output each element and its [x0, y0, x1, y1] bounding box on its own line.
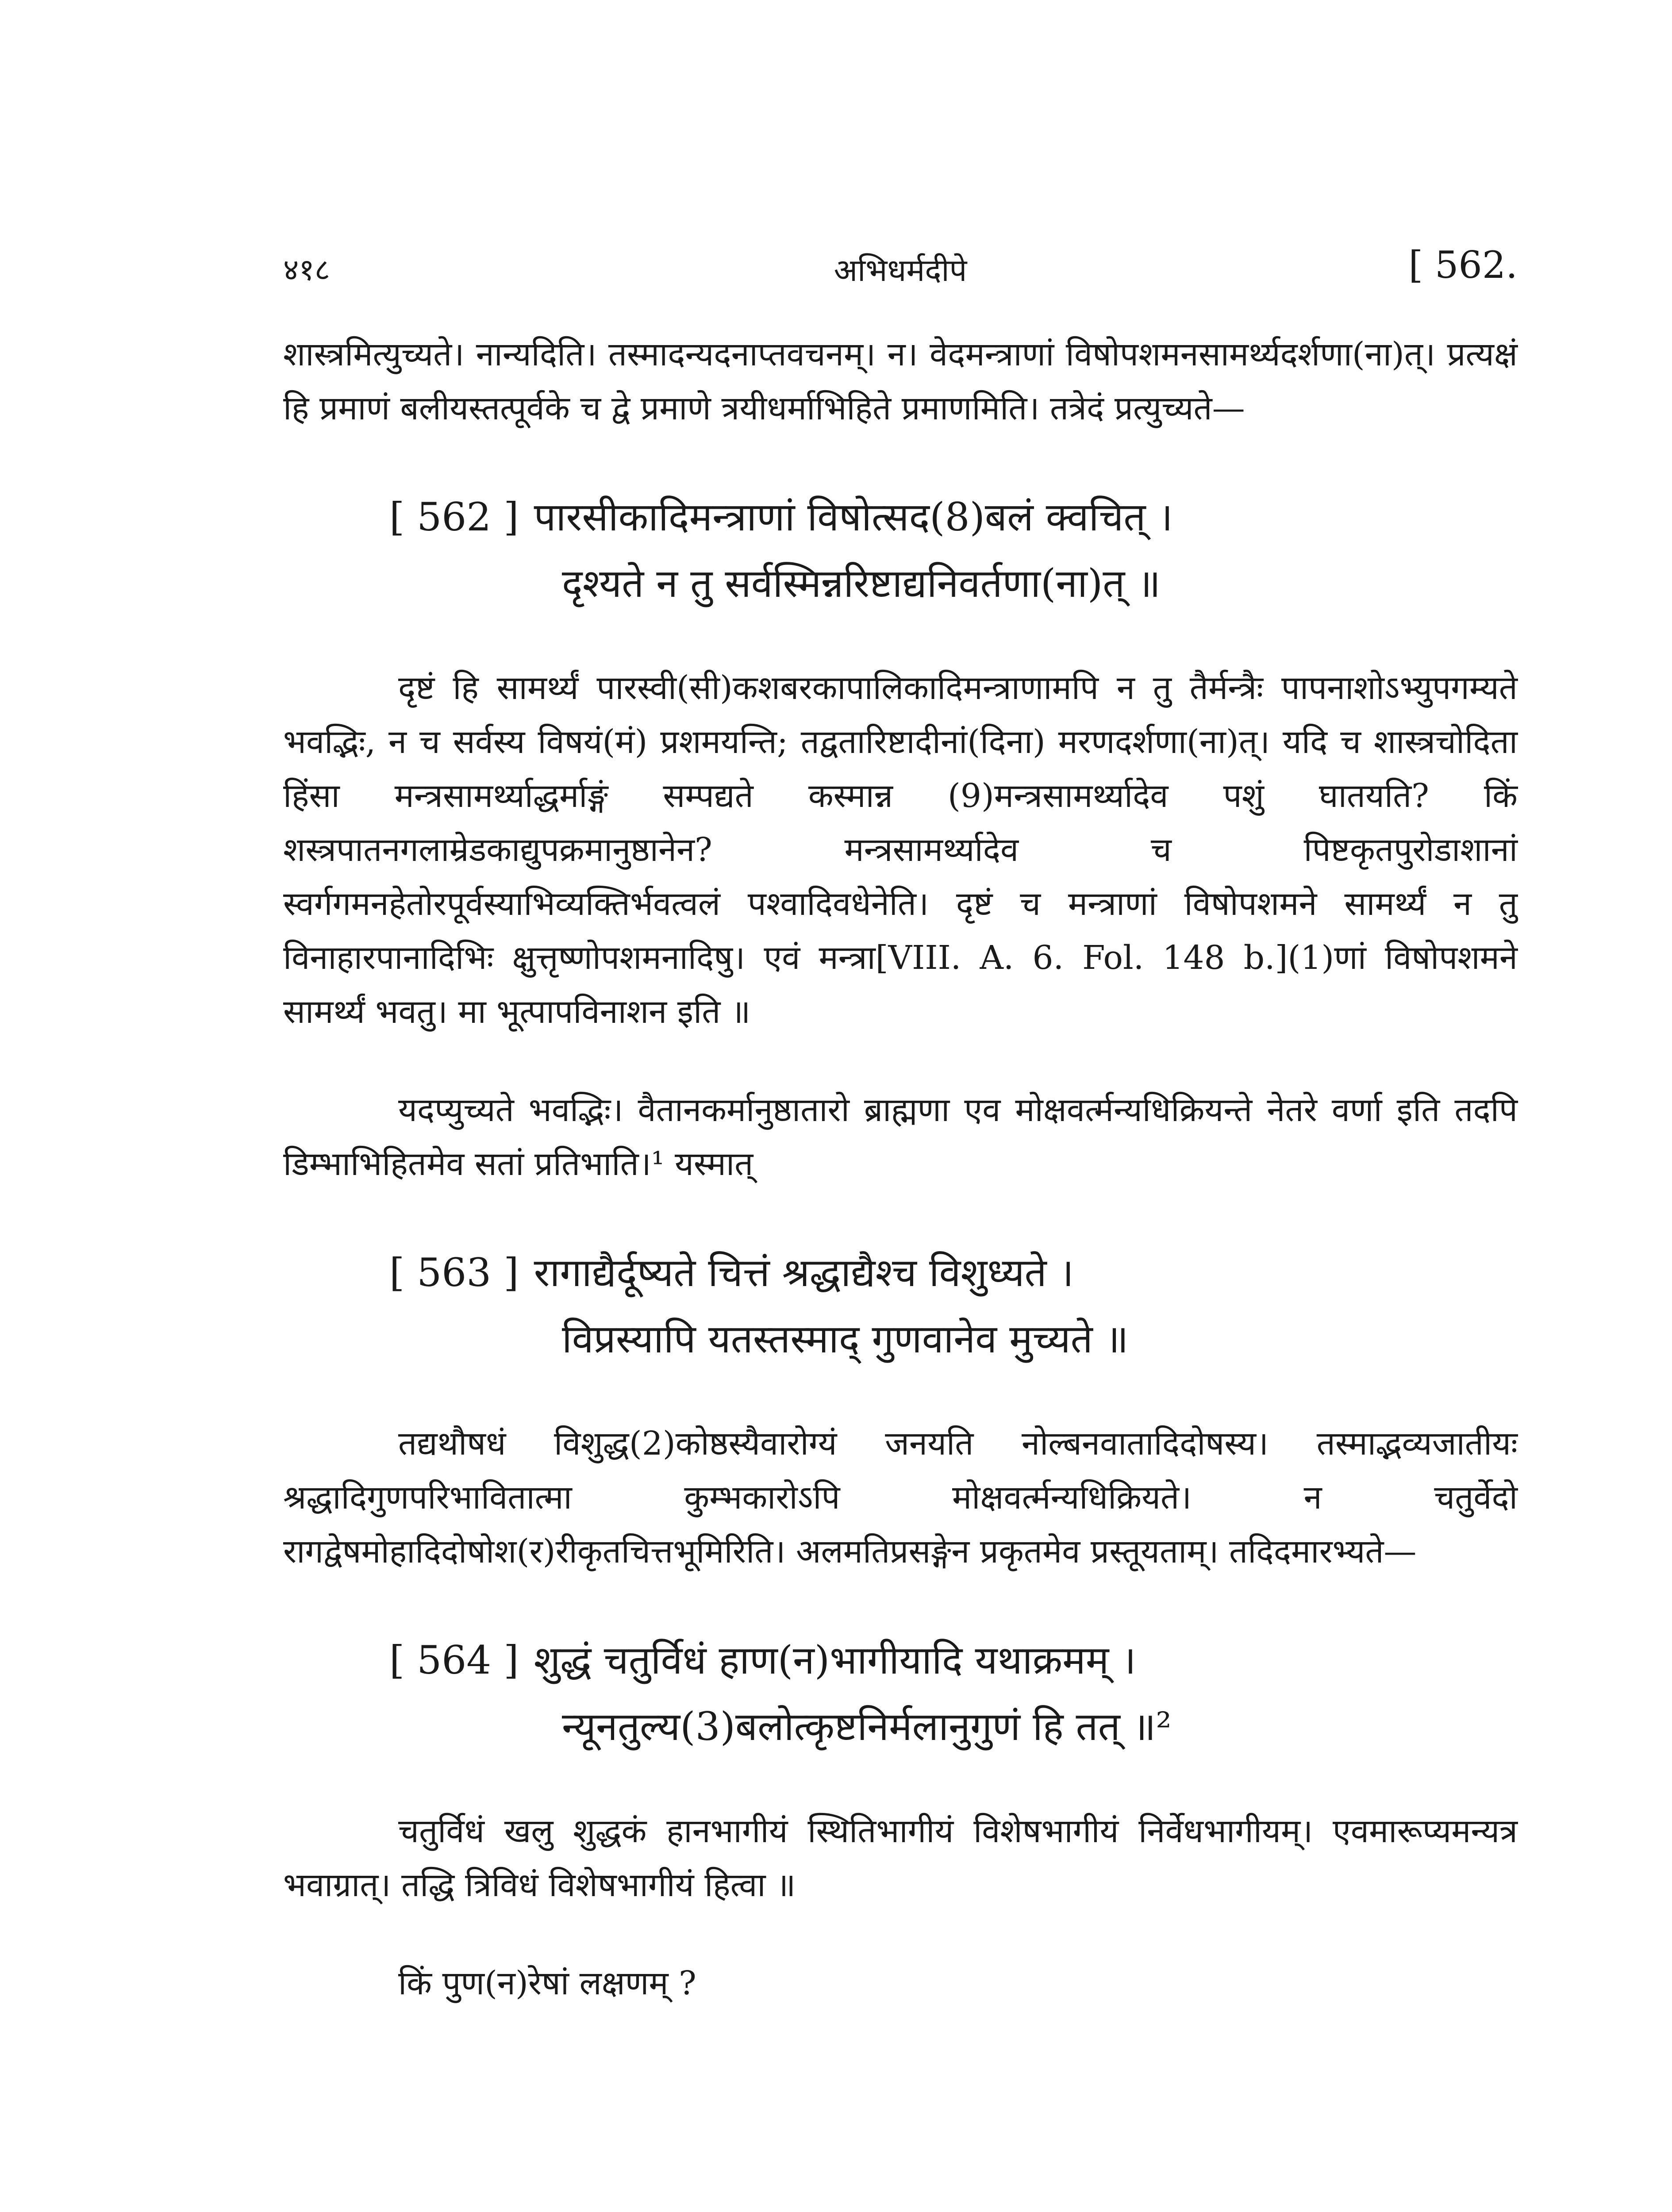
paragraph-1: शास्त्रमित्युच्यते। नान्यदिति। तस्मादन्यदनाप्तवचनम्। न। वेदमन्त्राणां विषोपशमनसामर्थ्यदर्शणा(ना)त्। प्रत्यक्षं हि प्रमाणं बलीयस्तत्पूर्वके च द्वे प्रमाणे त्रयीधर्माभिहिते प्रमाणमिति। तत्रेदं प्रत्युच्यते— — [283, 335, 1518, 427]
verse-564 — [283, 1627, 1518, 1760]
verse-564-text-1: शुद्धं चतुर्विधं हाण(न)भागीयादि यथाक्रमम् । — [534, 1637, 1136, 1683]
paragraph-5: चतुर्विधं खलु शुद्धकं हानभागीयं स्थितिभागीयं विशेषभागीयं निर्वेधभागीयम्। एवमारूप्यमन्यत्र भवाग्रात्। तद्धि त्रिविधं विशेषभागीयं हित्वा ॥ — [283, 1812, 1518, 1904]
paragraph-2: दृष्टं हि सामर्थ्यं पारस्वी(सी)कशबरकापालिकादिमन्त्राणामपि न तु तैर्मन्त्रैः पापनाशोऽभ्युपगम्यते भवद्भिः, न च सर्वस्य विषयं(मं) प्रशमयन्ति; तद्वतारिष्टादीनां(दिना) मरणदर्शणा(ना)त्। यदि च शास्त्रचोदिता हिंसा मन्त्रसामर्थ्याद्धर्माङ्गं सम्पद्यते कस्मान्न (9)मन्त्रसामर्थ्यादेव पशुं घातयति? किं शस्त्रपातनगलाम्रेडकाद्युपक्रमानुष्ठानेन? मन्त्रसामर्थ्यादेव च पिष्टकृतपुरोडाशानां स्वर्गगमनहेतोरपूर्वस्याभिव्यक्तिर्भवत्वलं पश्वादिवधेनेति। दृष्टं च मन्त्राणां विषोपशमने सामर्थ्यं न तु विनाहारपानादिभिः क्षुत्तृष्णोपशमनादिषु। एवं मन्त्रा[VIII. A. 6. Fol. 148 b.](1)णां विषोपशमने सामर्थ्यं भवतु। मा भूत्पापविनाशन इति ॥ — [283, 669, 1518, 1031]
page-number: ४१८ — [283, 253, 331, 288]
verse-563 — [283, 1240, 1518, 1372]
verse-564-line-1 — [283, 1627, 1518, 1694]
verse-563-line-1 — [283, 1240, 1518, 1306]
verse-562-line-1 — [283, 484, 1518, 550]
verse-562-number: [ 562 ] — [389, 494, 519, 540]
running-title: अभिधर्मदीपे — [834, 252, 967, 288]
page-header — [283, 243, 1518, 310]
verse-563-line-2: विप्रस्यापि यतस्तस्माद् गुणवानेव मुच्यते ॥ — [562, 1316, 1129, 1362]
paragraph-4: तद्यथौषधं विशुद्ध(2)कोष्ठस्यैवारोग्यं जनयति नोल्बनवातादिदोषस्य। तस्माद्भव्यजातीयः श्रद्धादिगुणपरिभावितात्मा कुम्भकारोऽपि मोक्षवर्त्मन्यधिक्रियते। न चतुर्वेदो रागद्वेषमोहादिदोषोश(र)रीकृतचित्तभूमिरिति। अलमतिप्रसङ्गेन प्रकृतमेव प्रस्तूयताम्। तदिदमारभ्यते— — [283, 1425, 1518, 1571]
section-reference: [ 562. — [1408, 243, 1518, 287]
verse-564-number: [ 564 ] — [389, 1637, 519, 1683]
verse-564-line-2: न्यूनतुल्य(3)बलोत्कृष्टनिर्मलानुगुणं हि तत् ॥² — [562, 1704, 1172, 1749]
verse-562-line-2: दृश्यते न तु सर्वस्मिन्नरिष्टाद्यनिवर्तणा(ना)त् ॥ — [562, 561, 1161, 606]
verse-562-text-1: पारसीकादिमन्त्राणां विषोत्सद(8)बलं क्वचित् । — [534, 494, 1173, 540]
page-body — [283, 327, 1518, 2010]
verse-563-text-1: रागाद्यैर्दूष्यते चित्तं श्रद्धाद्यैश्च विशुध्यते । — [534, 1250, 1074, 1295]
verse-562 — [283, 484, 1518, 617]
paragraph-6: किं पुण(न)रेषां लक्षणम् ? — [398, 1964, 696, 2002]
verse-563-number: [ 563 ] — [389, 1250, 519, 1295]
paragraph-3: यदप्युच्यते भवद्भिः। वैतानकर्मानुष्ठातारो ब्राह्मणा एव मोक्षवर्त्मन्यधिक्रियन्ते नेतरे वर्णा इति तदपि डिम्भाभिहितमेव सतां प्रतिभाति।¹ यस्मात् — [283, 1091, 1518, 1183]
